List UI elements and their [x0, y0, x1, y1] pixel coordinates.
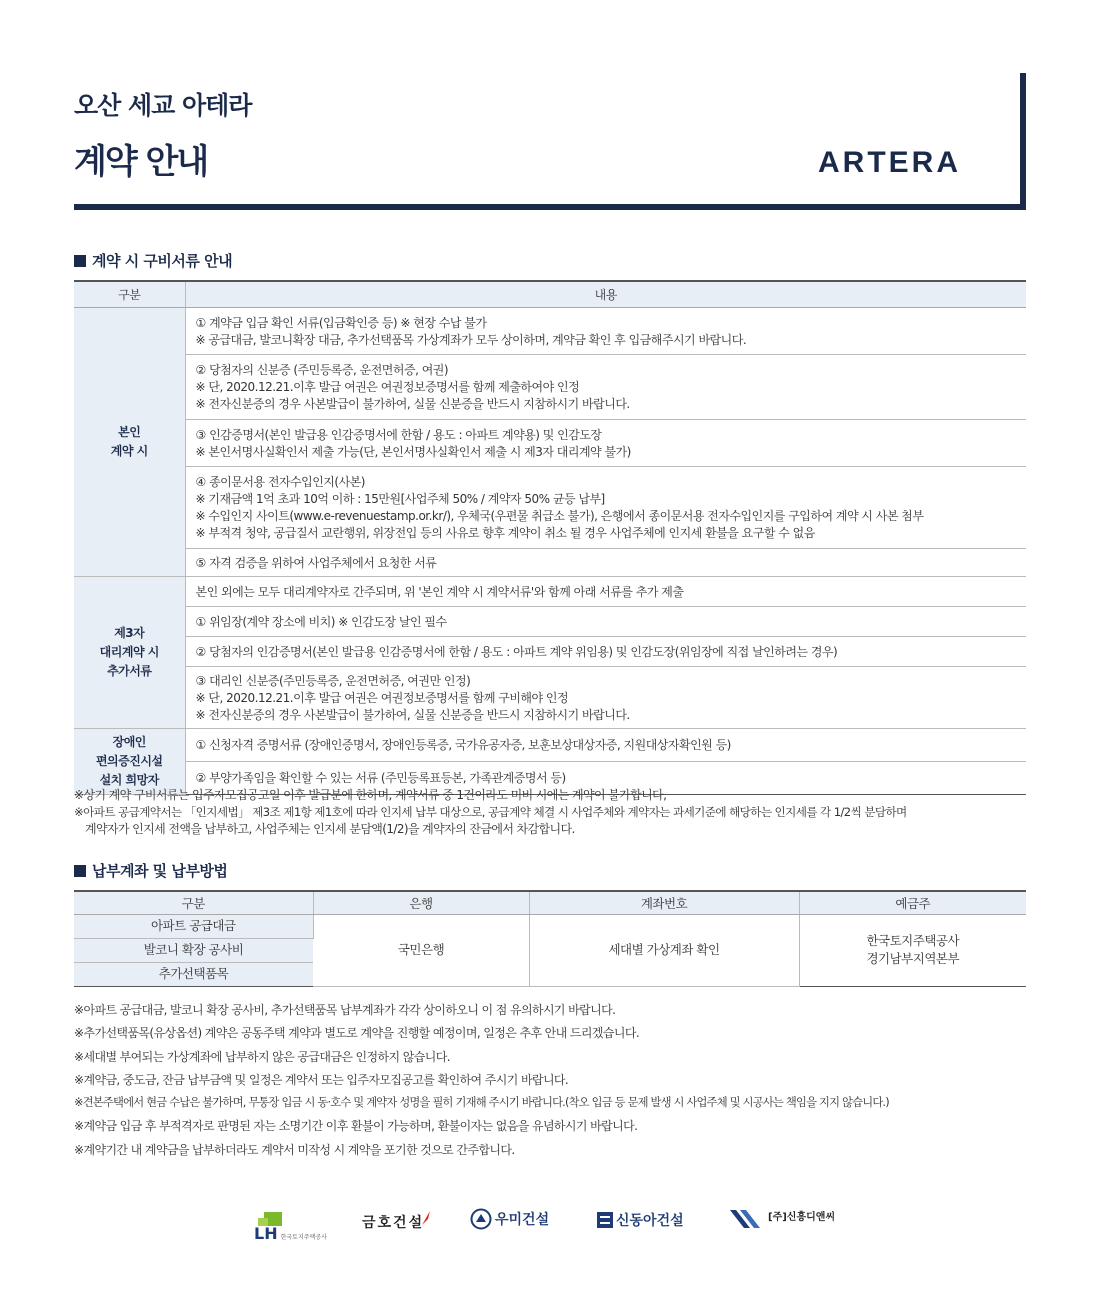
category-label: 장애인 편의증진시설 설치 희망자 [95, 734, 163, 787]
text-line: ※ 전자신분증의 경우 사본발급이 불가하여, 실물 신분증을 반드시 지참하시기 바랍니다. [195, 397, 630, 411]
category-self-contract [74, 307, 185, 576]
holder-text: 한국토지주택공사 경기남부지역본부 [866, 933, 960, 966]
table-cell [185, 466, 1026, 548]
shindonga-emblem-icon [596, 1211, 614, 1229]
note-line: ※계약기간 내 계약금을 납부하더라도 계약서 미작성 시 계약을 포기한 것으로 간주합니다. [74, 1142, 515, 1157]
payment-notes [74, 1000, 1034, 1163]
table-cell [185, 307, 1026, 354]
category-label: 본인 계약 시 [110, 424, 148, 458]
table-cell [185, 419, 1026, 466]
text-line: ② 당첨자의 신분증 (주민등록증, 운전면허증, 여권) [195, 363, 449, 377]
column-header-account: 계좌번호 [529, 891, 799, 914]
section-heading-documents [74, 250, 232, 271]
note-line: ※아파트 공급대금, 발코니 확장 공사비, 추가선택품목 납부계좌가 각각 상이하오니 이 점 유의하시기 바랍니다. [74, 1003, 616, 1017]
note-line: ※아파트 공급계약서는 「인지세법」 제3조 제1항 제1호에 따라 인지세 납부 대상으로, 공급계약 체결 시 사업주체와 계약자는 과세기준에 해당하는 인지세를 각 1/2씩 분담하며 [74, 805, 907, 819]
payment-item: 추가선택품목 [74, 962, 313, 986]
shindonga-text: 신동아건설 [616, 1213, 684, 1229]
documents-notes [74, 787, 1034, 838]
note-line: ※계약금 입금 후 부적격자로 판명된 자는 소명기간 이후 환불이 가능하며, 환불이자는 없음을 유념하시기 바랍니다. [74, 1119, 638, 1134]
column-header-category: 구분 [74, 281, 185, 307]
text-line: ※ 전자신분증의 경우 사본발급이 불가하여, 실물 신분증을 반드시 지참하시기 바랍니다. [195, 707, 630, 722]
table-cell [185, 548, 1026, 576]
column-header-holder: 예금주 [799, 891, 1026, 914]
note-line: ※상기 계약 구비서류는 입주자모집공고일 이후 발급분에 한하며, 계약서류 중 1건이라도 미비 시에는 계약이 불가합니다, [74, 788, 667, 802]
page-title: 계약 안내 [74, 142, 208, 182]
shinhung-emblem-icon [730, 1208, 766, 1230]
text-line: ② 당첨자의 인감증명서(본인 발급용 인감증명서에 한함 / 용도 : 아파트 계약 위임용) 및 인감도장(위임장에 직접 날인하려는 경우) [195, 644, 838, 659]
table-cell [185, 636, 1026, 666]
header-frame-bottom [74, 204, 1026, 210]
shinhung-text: [주]신흥디앤씨 [768, 1211, 836, 1223]
header-frame-right [1020, 73, 1026, 210]
payment-table [74, 890, 1026, 987]
text-line: ※ 단, 2020.12.21.이후 발급 여권은 여권정보증명서를 함께 제출하여야 인정 [195, 380, 580, 394]
text-line: ※ 부적격 청약, 공급질서 교란행위, 위장전입 등의 사유로 향후 계약이 취소 될 경우 사업주체에 인지세 환불을 요구할 수 없음 [195, 526, 815, 540]
brand-logo: ARTERA [818, 146, 961, 179]
woomi-logo [470, 1208, 549, 1230]
text-line: ⑤ 자격 검증을 위하여 사업주체에서 요청한 서류 [195, 555, 437, 570]
account-number: 세대별 가상계좌 확인 [529, 914, 799, 986]
page-subtitle: 오산 세교 아테라 [74, 91, 252, 120]
documents-table [74, 280, 1026, 795]
square-bullet-icon [74, 865, 86, 877]
table-cell [185, 354, 1026, 419]
page-header [0, 0, 1100, 215]
text-line: ④ 종이문서용 전자수입인지(사본) [195, 475, 365, 489]
category-label: 제3자 대리계약 시 추가서류 [99, 625, 159, 678]
note-line: ※견본주택에서 현금 수납은 불가하며, 무통장 입금 시 동·호수 및 계약자 성명을 필히 기재해 주시기 바랍니다.(착오 입금 등 문제 발생 시 사업주체 및 시공사는 책임을 지지 않습니다.) [74, 1096, 889, 1110]
note-line: ※추가선택품목(유상옵션) 계약은 공동주택 계약과 별도로 계약을 진행할 예정이며, 일정은 추후 안내 드리겠습니다. [74, 1026, 640, 1041]
payment-item: 발코니 확장 공사비 [74, 938, 313, 962]
text-line: ※ 본인서명사실확인서 제출 가능(단, 본인서명사실확인서 제출 시 제3자 대리계약 불가) [195, 444, 631, 459]
column-header-category: 구분 [74, 891, 313, 914]
column-header-bank: 은행 [313, 891, 529, 914]
woomi-emblem-icon [470, 1208, 492, 1230]
text-line: 본인 외에는 모두 대리계약자로 간주되며, 위 '본인 계약 시 계약서류'와 함께 아래 서류를 추가 제출 [195, 584, 684, 599]
bank-name: 국민은행 [313, 914, 529, 986]
payment-item: 아파트 공급대금 [74, 914, 313, 938]
kumho-text: 금호건설 [362, 1215, 425, 1231]
square-bullet-icon [74, 255, 86, 267]
kumho-logo [362, 1212, 432, 1232]
text-line: ① 신청자격 증명서류 (장애인증명서, 장애인등록증, 국가유공자증, 보훈보상대상자증, 지원대상자확인원 등) [195, 738, 731, 752]
text-line: ※ 단, 2020.12.21.이후 발급 여권은 여권정보증명서를 함께 구비해야 인정 [195, 690, 569, 705]
text-line: ① 계약금 입금 확인 서류(입금확인증 등) ※ 현장 수납 불가 [195, 315, 487, 330]
text-line: ※ 기재금액 1억 초과 10억 이하 : 15만원[사업주체 50% / 계약자 50% 균등 납부] [195, 492, 605, 506]
partner-logos [0, 1200, 1100, 1250]
lh-subtext: 한국토지주택공사 [280, 1234, 327, 1241]
section-heading-text: 납부계좌 및 납부방법 [92, 862, 228, 880]
kumho-swoosh-icon [420, 1209, 432, 1227]
note-line: ※계약금, 중도금, 잔금 납부금액 및 일정은 계약서 또는 입주자모집공고를 확인하여 주시기 바랍니다. [74, 1072, 569, 1087]
lh-text: LH [254, 1224, 278, 1243]
text-line: ③ 대리인 신분증(주민등록증, 운전면허증, 여권만 인정) [195, 673, 471, 688]
table-cell [185, 606, 1026, 636]
text-line: ③ 인감증명서(본인 발급용 인감증명서에 한함 / 용도 : 아파트 계약용) 및 인감도장 [195, 427, 602, 442]
lh-logo [254, 1204, 327, 1243]
table-cell [185, 576, 1026, 606]
column-header-content: 내용 [185, 281, 1026, 307]
text-line: ※ 공급대금, 발코니확장 대금, 추가선택품목 가상계좌가 모두 상이하며, 계약금 확인 후 입금해주시기 바랍니다. [195, 332, 747, 347]
text-line: ② 부양가족임을 확인할 수 있는 서류 (주민등록표등본, 가족관계증명서 등) [195, 771, 566, 785]
table-cell [185, 728, 1026, 761]
text-line: ① 위임장(계약 장소에 비치) ※ 인감도장 날인 필수 [195, 614, 447, 629]
section-heading-text: 계약 시 구비서류 안내 [92, 252, 233, 270]
section-heading-payment [74, 860, 227, 881]
account-holder [799, 914, 1026, 986]
woomi-text: 우미건설 [495, 1212, 550, 1228]
shinhung-logo [730, 1208, 835, 1230]
table-cell [185, 666, 1026, 728]
text-line: ※ 수입인지 사이트(www.e-revenuestamp.or.kr/), 우체국(우편물 취급소 불가), 은행에서 종이문서용 전자수입인지를 구입하여 계약 시 사본 첨부 [195, 509, 924, 523]
shindonga-logo [596, 1210, 684, 1230]
note-line: 계약자가 인지세 전액을 납부하고, 사업주체는 인지세 분담액(1/2)을 계약자의 잔금에서 차감합니다. [85, 822, 575, 836]
category-disabled-facility [74, 728, 185, 794]
category-proxy-contract [74, 576, 185, 728]
note-line: ※세대별 부여되는 가상계좌에 납부하지 않은 공급대금은 인정하지 않습니다. [74, 1049, 450, 1064]
